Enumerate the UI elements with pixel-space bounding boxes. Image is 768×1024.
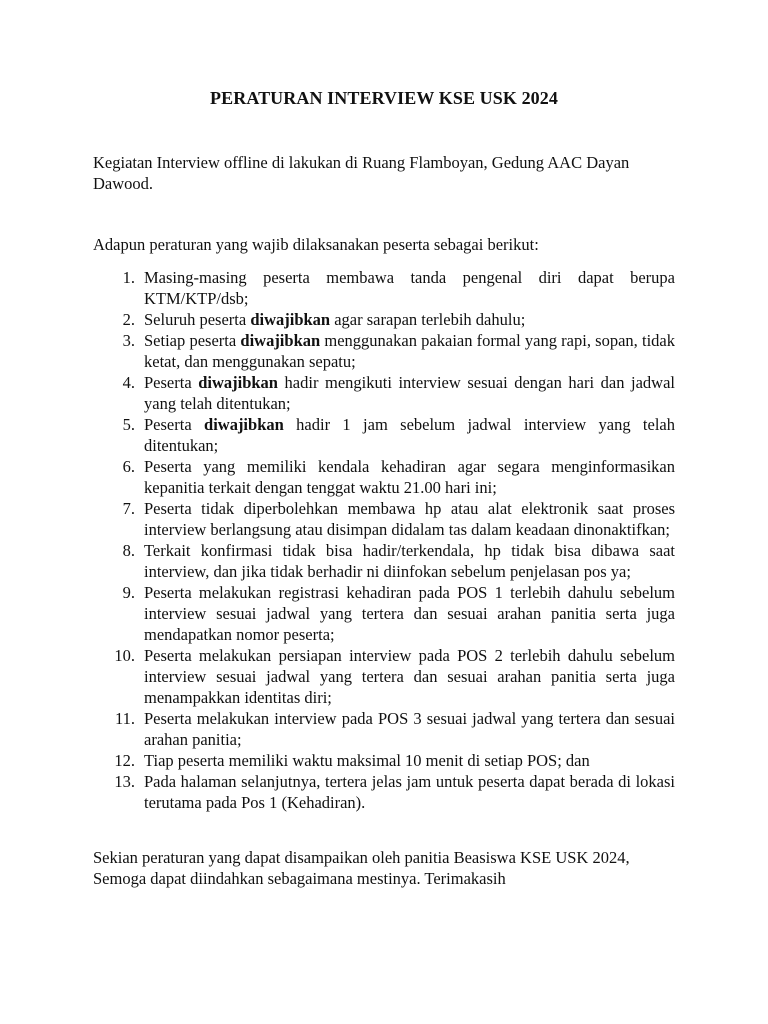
rule-number: 8.	[122, 541, 135, 560]
rule-text: Pada halaman selanjutnya, tertera jelas jam untuk peserta dapat berada di lokasi terutama pada Pos 1 (Kehadiran).	[144, 772, 675, 812]
rule-item	[93, 645, 675, 708]
rule-item	[93, 708, 675, 750]
rule-number: 6.	[122, 457, 135, 476]
rule-item	[93, 372, 675, 414]
rule-text: Masing-masing peserta membawa tanda pengenal diri dapat berupa KTM/KTP/dsb;	[144, 268, 675, 308]
rule-text: Terkait konfirmasi tidak bisa hadir/terkendala, hp tidak bisa dibawa saat interview, dan jika tidak berhadir ni diinfokan sebelum penjelasan pos ya;	[144, 541, 675, 581]
rule-item	[93, 309, 675, 330]
rule-number: 4.	[122, 373, 135, 392]
rule-number: 12.	[114, 751, 135, 770]
rule-text: Peserta melakukan persiapan interview pada POS 2 terlebih dahulu sebelum interview sesuai jadwal yang tertera dan sesuai arahan panitia serta juga menampakkan identitas diri;	[144, 646, 675, 707]
rule-text: Seluruh peserta diwajibkan agar sarapan terlebih dahulu;	[144, 310, 526, 329]
intro-paragraph: Kegiatan Interview offline di lakukan di Ruang Flamboyan, Gedung AAC Dayan Dawood.	[93, 153, 630, 193]
rule-number: 11.	[114, 709, 135, 728]
rule-item	[93, 267, 675, 309]
rule-text: Peserta melakukan registrasi kehadiran pada POS 1 terlebih dahulu sebelum interview sesuai jadwal yang tertera dan sesuai arahan panitia serta juga mendapatkan nomor peserta;	[144, 583, 675, 644]
rule-number: 2.	[122, 310, 135, 329]
rule-number: 9.	[122, 583, 135, 602]
rule-number: 7.	[122, 499, 135, 518]
rule-number: 5.	[122, 415, 135, 434]
rule-text: Peserta yang memiliki kendala kehadiran agar segara menginformasikan kepanitia terkait dengan tenggat waktu 21.00 hari ini;	[144, 457, 675, 497]
rule-number: 1.	[122, 268, 135, 287]
rule-item	[93, 456, 675, 498]
rule-text: Peserta melakukan interview pada POS 3 sesuai jadwal yang tertera dan sesuai arahan panitia;	[144, 709, 675, 749]
rule-number: 10.	[114, 646, 135, 665]
rule-item	[93, 750, 675, 771]
rule-item	[93, 540, 675, 582]
rule-item	[93, 414, 675, 456]
rule-item	[93, 498, 675, 540]
rule-text: Peserta tidak diperbolehkan membawa hp atau alat elektronik saat proses interview berlangsung atau disimpan didalam tas dalam keadaan dinonaktifkan;	[144, 499, 675, 539]
rule-text: Tiap peserta memiliki waktu maksimal 10 menit di setiap POS; dan	[144, 751, 590, 770]
rule-number: 3.	[122, 331, 135, 350]
rule-item	[93, 582, 675, 645]
rule-item	[93, 330, 675, 372]
rule-text: Peserta diwajibkan hadir 1 jam sebelum jadwal interview yang telah ditentukan;	[144, 415, 675, 455]
rule-number: 13.	[114, 772, 135, 791]
rule-item	[93, 771, 675, 813]
rules-list	[93, 267, 675, 813]
rule-text: Peserta diwajibkan hadir mengikuti interview sesuai dengan hari dan jadwal yang telah ditentukan;	[144, 373, 675, 413]
document-title: PERATURAN INTERVIEW KSE USK 2024	[210, 88, 558, 108]
rules-lead-paragraph: Adapun peraturan yang wajib dilaksanakan peserta sebagai berikut:	[93, 235, 539, 254]
rule-text: Setiap peserta diwajibkan menggunakan pakaian formal yang rapi, sopan, tidak ketat, dan menggunakan sepatu;	[144, 331, 675, 371]
closing-paragraph: Sekian peraturan yang dapat disampaikan oleh panitia Beasiswa KSE USK 2024, Semoga dapat diindahkan sebagaimana mestinya. Terimakasih	[93, 848, 630, 888]
